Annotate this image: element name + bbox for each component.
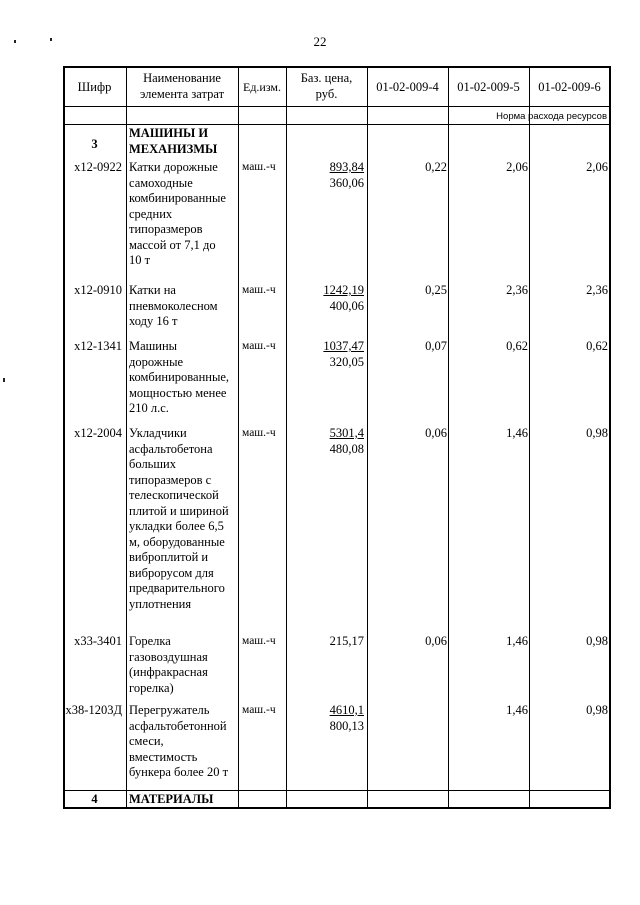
header-name-line: элемента затрат — [139, 87, 225, 101]
row-name-line: пневмоколесном — [129, 298, 218, 313]
row-price-wage: 400,06 — [329, 298, 364, 313]
column-divider — [126, 66, 127, 808]
row-code: х12-2004 — [74, 426, 122, 440]
row-unit: маш.-ч — [242, 704, 276, 716]
row-name-line: комбинированные — [129, 191, 226, 205]
row-unit: маш.-ч — [242, 161, 276, 173]
row-name-line: бункера более 20 т — [129, 765, 229, 779]
row-name-line: вместимость — [129, 749, 198, 764]
row-unit: маш.-ч — [242, 427, 276, 439]
row-price — [286, 634, 364, 650]
row-value-col4: 0,06 — [425, 426, 447, 440]
row-value-col5: 0,62 — [506, 339, 528, 353]
row-name-line: телескопической — [129, 488, 219, 502]
row-name-line: больших — [129, 457, 176, 471]
row-code: х12-0922 — [74, 160, 122, 174]
row-name-line: Укладчики — [129, 426, 187, 440]
row-name-line: горелка) — [129, 680, 174, 695]
row-value-col6: 2,06 — [586, 160, 608, 174]
row-code: х12-0910 — [74, 283, 122, 297]
row-name-line: ходу 16 т — [129, 314, 178, 328]
row-name-line: смеси, — [129, 734, 164, 748]
row-name-line: Катки на — [129, 283, 176, 297]
header-code: Шифр — [77, 80, 112, 94]
row-unit: маш.-ч — [242, 284, 276, 296]
row-code: х38-1203Д — [65, 703, 122, 717]
row-value-col6: 2,36 — [586, 283, 608, 297]
header-name-line: Наименование — [143, 71, 221, 85]
row-name-line: укладки более 6,5 — [129, 519, 224, 533]
row-price-total: 893,84 — [329, 160, 364, 174]
column-divider — [238, 66, 239, 808]
row-price-total: 215,17 — [329, 634, 364, 648]
header-col6: 01-02-009-6 — [538, 80, 601, 94]
row-value-col5: 1,46 — [506, 703, 528, 717]
row-name-line: самоходные — [129, 175, 193, 190]
section-3-number: 3 — [91, 137, 98, 151]
resource-table — [63, 66, 611, 808]
row-value-col6: 0,98 — [586, 426, 608, 440]
row-name-line: асфальтобетона — [129, 441, 213, 456]
row-value-col4: 0,06 — [425, 634, 447, 648]
row-code: х12-1341 — [74, 339, 122, 353]
scan-speck — [3, 378, 5, 382]
row-price-wage: 320,05 — [329, 354, 364, 369]
row-name-line: 10 т — [129, 253, 151, 267]
row-name-line: (инфракрасная — [129, 665, 208, 679]
row-name-line: Горелка — [129, 634, 171, 648]
row-name-line: типоразмеров с — [129, 472, 212, 487]
header-col4: 01-02-009-4 — [376, 80, 439, 94]
header-col5: 01-02-009-5 — [457, 80, 520, 94]
row-value-col4: 0,07 — [425, 339, 447, 353]
row-price — [286, 160, 364, 191]
row-price-total: 4610,1 — [329, 703, 364, 717]
norma-divider — [63, 124, 611, 125]
section-title-line: МЕХАНИЗМЫ — [129, 141, 218, 156]
row-name-line: предварительного — [129, 581, 225, 595]
row-name — [129, 426, 233, 612]
table-border-top — [63, 66, 611, 68]
row-price — [286, 426, 364, 457]
row-name-line: Катки дорожные — [129, 160, 218, 174]
row-name-line: дорожные — [129, 354, 184, 369]
header-price — [286, 70, 367, 102]
header-price-line: Баз. цена, — [300, 71, 353, 85]
row-name-line: комбинированные, — [129, 370, 230, 384]
row-price — [286, 703, 364, 734]
row-value-col4: 0,25 — [425, 283, 447, 297]
row-price-total: 1242,19 — [323, 283, 364, 297]
row-price-wage: 800,13 — [329, 718, 364, 733]
row-name-line: газовоздушная — [129, 649, 208, 664]
row-value-col5: 2,06 — [506, 160, 528, 174]
row-name-line: виброрусом для — [129, 565, 214, 580]
row-name-line: Перегружатель — [129, 703, 210, 717]
row-price-wage: 360,06 — [329, 175, 364, 190]
row-price-total: 1037,47 — [323, 339, 364, 353]
section-3-title — [129, 126, 237, 157]
row-name-line: виброплитой и — [129, 550, 209, 564]
header-price-line: руб. — [315, 87, 338, 101]
row-name-line: асфальтобетонной — [129, 718, 227, 733]
row-name — [129, 634, 233, 696]
norma-label: Норма расхода ресурсов — [496, 111, 607, 122]
row-unit: маш.-ч — [242, 340, 276, 352]
row-value-col5: 2,36 — [506, 283, 528, 297]
scan-speck — [14, 40, 16, 43]
table-border-right — [609, 66, 611, 808]
row-name — [129, 339, 233, 417]
row-name-line: Машины — [129, 339, 178, 353]
row-name — [129, 703, 233, 781]
section-4-number: 4 — [91, 792, 98, 806]
section-divider — [63, 790, 611, 791]
row-name — [129, 160, 233, 269]
row-price-total: 5301,4 — [329, 426, 364, 440]
section-4-title: МАТЕРИАЛЫ — [129, 792, 214, 806]
row-price — [286, 339, 364, 370]
row-name-line: средних — [129, 206, 173, 221]
row-value-col6: 0,62 — [586, 339, 608, 353]
row-name-line: мощностью менее — [129, 385, 227, 400]
row-name-line: 210 л.с. — [129, 401, 169, 415]
row-name — [129, 283, 233, 330]
row-value-col6: 0,98 — [586, 634, 608, 648]
row-code: х33-3401 — [74, 634, 122, 648]
scan-speck — [50, 38, 52, 41]
row-price-wage: 480,08 — [329, 441, 364, 456]
row-name-line: уплотнения — [129, 596, 192, 611]
section-title-line: МАШИНЫ И — [129, 126, 209, 140]
row-name-line: м, оборудованные — [129, 534, 225, 549]
row-name-line: массой от 7,1 до — [129, 237, 216, 252]
page-number: 22 — [313, 34, 327, 49]
row-unit: маш.-ч — [242, 635, 276, 647]
row-price — [286, 283, 364, 314]
header-unit: Ед.изм. — [242, 80, 282, 94]
row-value-col6: 0,98 — [586, 703, 608, 717]
header-name — [126, 70, 238, 102]
row-name-line: типоразмеров — [129, 222, 203, 236]
row-value-col5: 1,46 — [506, 426, 528, 440]
header-divider — [63, 106, 611, 107]
row-name-line: плитой и шириной — [129, 503, 229, 518]
row-value-col5: 1,46 — [506, 634, 528, 648]
row-value-col4: 0,22 — [425, 160, 447, 174]
